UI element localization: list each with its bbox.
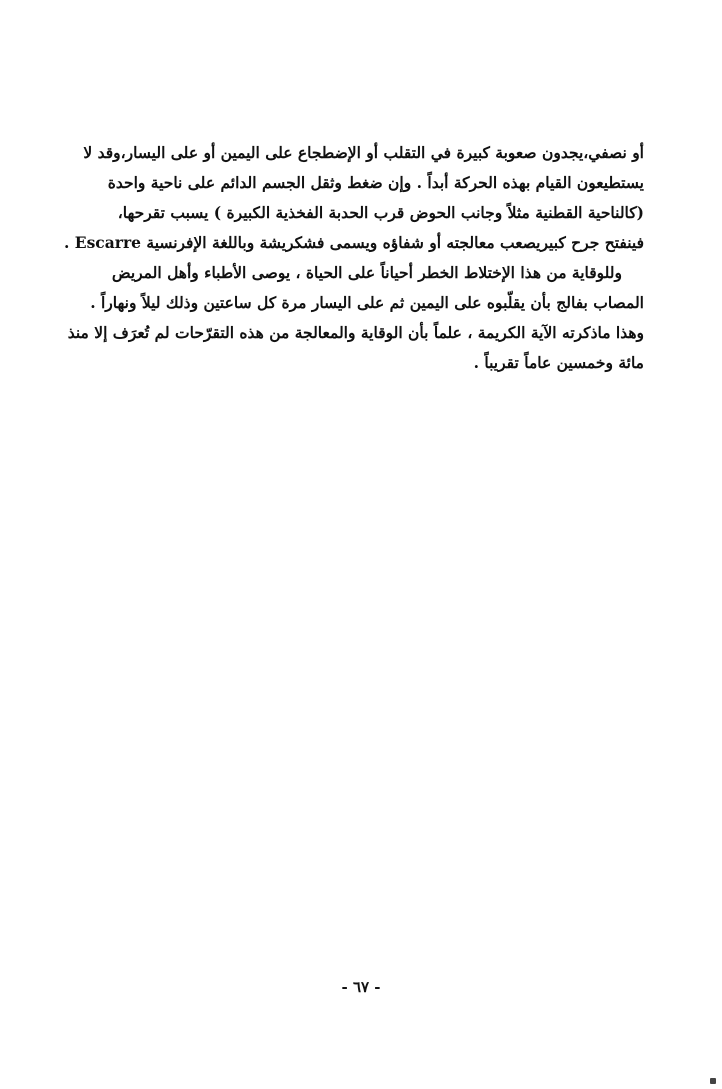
scan-edge-mark (710, 1078, 716, 1084)
text-line-3: (كالناحية القطنية مثلاً وجانب الحوض قرب الحدبة الفخذية الكبيرة ) يسبب تقرحها، (117, 203, 644, 222)
text-line-8: مائة وخمسين عاماً تقريباً . (473, 353, 644, 372)
text-line-5: وللوقاية من هذا الإختلاط الخطر أحياناً على الحياة ، يوصى الأطباء وأهل المريض (111, 263, 622, 282)
text-line-7: وهذا ماذكرته الآية الكريمة ، علماً بأن الوقاية والمعالجة من هذه التقرّحات لم تُعرَف إلا منذ (67, 323, 644, 342)
text-line-2: يستطيعون القيام بهذه الحركة أبداً . وإن ضغط وثقل الجسم الدائم على ناحية واحدة (107, 173, 644, 192)
body-text (46, 138, 644, 378)
page-number: - ٦٧ - (341, 978, 381, 996)
text-line-1: أو نصفي،يجدون صعوبة كبيرة في التقلب أو الإضطجاع على اليمين أو على اليسار،وقد لا (83, 143, 644, 162)
text-line-4: فينفتح جرح كبيريصعب معالجته أو شفاؤه ويسمى فشكريشة وباللغة الإفرنسية Escarre . (63, 233, 644, 252)
text-line-6: المصاب بفالج بأن يقلّبوه على اليمين ثم على اليسار مرة كل ساعتين وذلك ليلاً ونهاراً . (90, 293, 644, 312)
